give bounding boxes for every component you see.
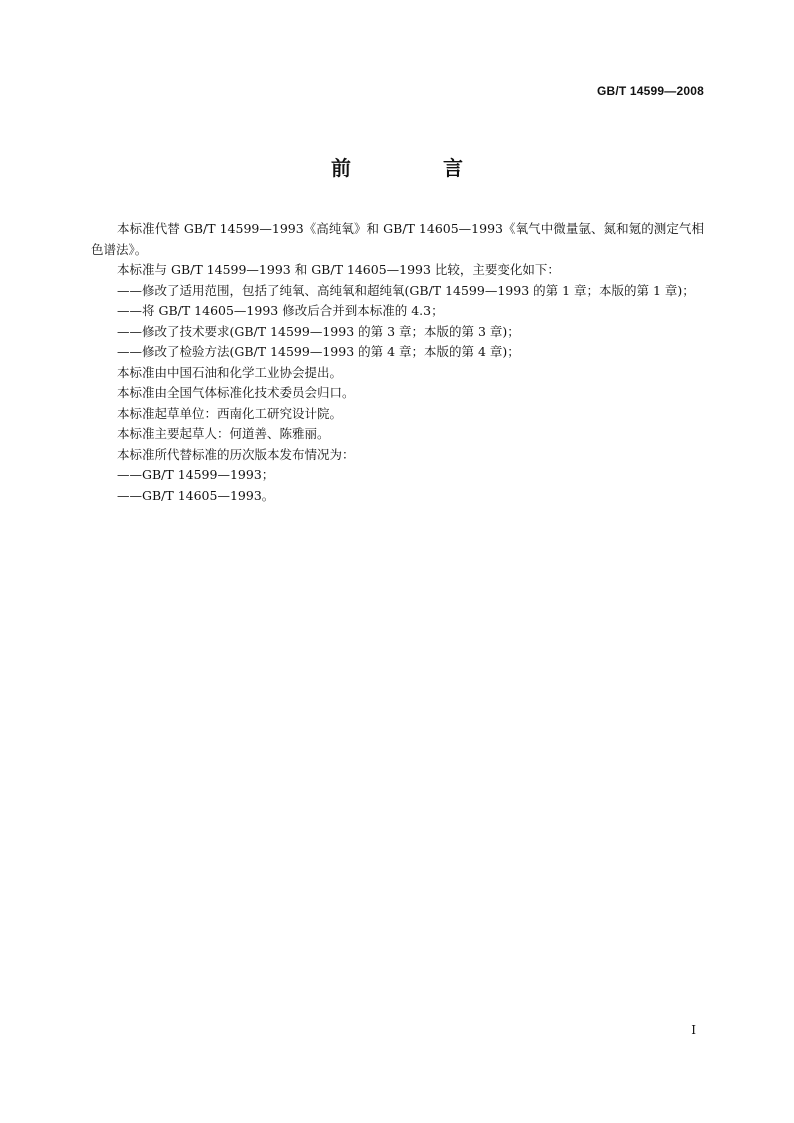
paragraph-drafting-unit: 本标准起草单位：西南化工研究设计院。 — [117, 405, 343, 421]
page-title: 前 言 — [331, 156, 499, 180]
document-body — [91, 219, 704, 506]
paragraph-drafters: 本标准主要起草人：何道善、陈雅丽。 — [117, 426, 330, 441]
change-item-test-methods: ——修改了检验方法(GB/T 14599—1993 的第 4 章；本版的第 4 章)； — [117, 344, 520, 359]
paragraph-previous-editions: 本标准所代替标准的历次版本发布情况为： — [117, 446, 355, 462]
previous-edition-item: ——GB/T 14599—1993； — [117, 467, 275, 482]
change-item-scope: ——修改了适用范围，包括了纯氧、高纯氧和超纯氧(GB/T 14599—1993 的第 1 章；本版的第 1 章)； — [117, 282, 695, 298]
previous-edition-item: ——GB/T 14605—1993。 — [117, 487, 275, 503]
page-number: I — [691, 1023, 696, 1037]
standard-code: GB/T 14599—2008 — [596, 84, 704, 98]
paragraph-proposed-by: 本标准由中国石油和化学工业协会提出。 — [117, 364, 343, 380]
change-item-technical-requirements: ——修改了技术要求(GB/T 14599—1993 的第 3 章；本版的第 3 章)； — [117, 323, 520, 339]
paragraph-replaces: 本标准代替 GB/T 14599—1993《高纯氧》和 GB/T 14605—1993《氧气中微量氩、氮和氪的测定气相色谱法》。 — [91, 221, 704, 257]
paragraph-centralized-by: 本标准由全国气体标准化技术委员会归口。 — [117, 385, 355, 400]
paragraph-main-changes: 本标准与 GB/T 14599—1993 和 GB/T 14605—1993 比较，主要变化如下： — [117, 262, 560, 277]
change-item-merge: ——将 GB/T 14605—1993 修改后合并到本标准的 4.3； — [117, 303, 444, 318]
